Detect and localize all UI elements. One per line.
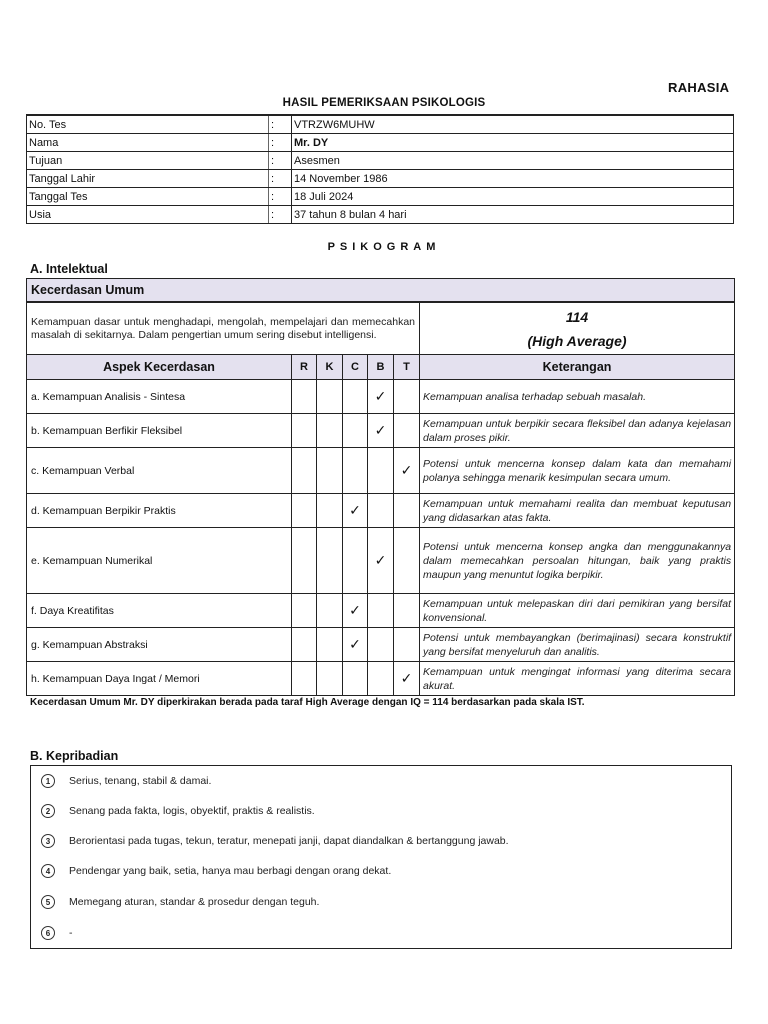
rating-cell-t: [394, 628, 420, 662]
rating-cell-c: [343, 594, 368, 628]
rating-cell-c: [343, 494, 368, 528]
aspect-name: g. Kemampuan Abstraksi: [27, 628, 292, 662]
aspect-name: d. Kemampuan Berpikir Praktis: [27, 494, 292, 528]
info-row: [27, 170, 734, 188]
rating-cell-k: [317, 594, 343, 628]
personality-item: [41, 804, 315, 818]
info-row: [27, 115, 734, 134]
personality-item: [41, 895, 319, 909]
rating-cell-k: [317, 494, 343, 528]
rating-cell-b: [368, 414, 394, 448]
aspect-row: [27, 494, 735, 528]
aspect-row: [27, 414, 735, 448]
item-number-badge: 4: [41, 864, 55, 878]
aspect-note: Kemampuan untuk mengingat informasi yang diterima secara akurat.: [420, 662, 735, 696]
info-value: 37 tahun 8 bulan 4 hari: [292, 206, 734, 224]
iq-score-cell: [420, 302, 735, 355]
personality-box: [30, 765, 732, 949]
rating-cell-c: [343, 448, 368, 494]
rating-cell-k: [317, 628, 343, 662]
info-value: 14 November 1986: [292, 170, 734, 188]
check-mark-icon: ✓: [349, 602, 361, 618]
info-label: Usia: [27, 206, 269, 224]
rating-cell-c: [343, 380, 368, 414]
rating-cell-k: [317, 528, 343, 594]
aspect-note: Kemampuan untuk berpikir secara fleksibel dan adanya kejelasan dalam proses pikir.: [420, 414, 735, 448]
intelligence-conclusion: Kecerdasan Umum Mr. DY diperkirakan berada pada taraf High Average dengan IQ = 114 berdasarkan pada skala IST.: [30, 697, 585, 708]
check-mark-icon: ✓: [374, 552, 387, 568]
info-row: [27, 152, 734, 170]
aspect-row: [27, 662, 735, 696]
personality-text: -: [69, 927, 73, 939]
rating-cell-k: [317, 414, 343, 448]
personality-item: [41, 864, 391, 878]
info-label: Tanggal Lahir: [27, 170, 269, 188]
rating-cell-t: [394, 448, 420, 494]
aspect-note: Kemampuan untuk melepaskan diri dari pemikiran yang bersifat konvensional.: [420, 594, 735, 628]
aspect-row: [27, 528, 735, 594]
check-mark-icon: ✓: [374, 422, 387, 438]
aspect-name: e. Kemampuan Numerikal: [27, 528, 292, 594]
rating-cell-b: [368, 380, 394, 414]
rating-cell-k: [317, 662, 343, 696]
aspect-row: [27, 448, 735, 494]
personality-text: Pendengar yang baik, setia, hanya mau berbagi dengan orang dekat.: [69, 865, 392, 877]
check-mark-icon: ✓: [400, 670, 413, 686]
personality-text: Memegang aturan, standar & prosedur dengan teguh.: [69, 896, 320, 908]
rating-cell-t: [394, 528, 420, 594]
identity-table: [26, 114, 734, 224]
info-row: [27, 188, 734, 206]
iq-score: 114: [565, 308, 589, 325]
section-b-title: B. Kepribadian: [30, 749, 119, 763]
rating-cell-r: [292, 628, 317, 662]
aspect-note: Potensi untuk membayangkan (berimajinasi) secara konstruktif yang bersifat menyeluruh dan analitis.: [420, 628, 735, 662]
info-value: Asesmen: [292, 152, 734, 170]
rating-cell-c: [343, 628, 368, 662]
rating-cell-b: [368, 448, 394, 494]
rating-cell-k: [317, 448, 343, 494]
info-row: [27, 134, 734, 152]
aspect-column-header: Aspek Kecerdasan: [27, 355, 292, 380]
rating-cell-c: [343, 528, 368, 594]
check-mark-icon: ✓: [349, 502, 361, 518]
rating-cell-c: [343, 414, 368, 448]
info-value: VTRZW6MUHW: [292, 115, 734, 134]
rating-cell-t: [394, 494, 420, 528]
item-number-badge: 5: [41, 895, 55, 909]
aspect-note: Potensi untuk mencerna konsep angka dan menggunakannya dalam memecahkan persoalan hitungan, baik yang praktis maupun yang menuntut logika berpikir.: [420, 528, 735, 594]
info-colon: :: [269, 188, 292, 206]
personality-text: Senang pada fakta, logis, obyektif, praktis & realistis.: [69, 805, 315, 817]
rating-cell-t: [394, 414, 420, 448]
aspect-row: [27, 628, 735, 662]
info-label: Tanggal Tes: [27, 188, 269, 206]
check-mark-icon: ✓: [400, 462, 413, 478]
info-colon: :: [269, 152, 292, 170]
r-column-header: R: [292, 355, 317, 380]
info-colon: :: [269, 134, 292, 152]
personality-item: [41, 926, 73, 940]
rating-cell-b: [368, 528, 394, 594]
document-title: HASIL PEMERIKSAAN PSIKOLOGIS: [282, 97, 486, 109]
rating-cell-t: [394, 594, 420, 628]
rating-cell-r: [292, 594, 317, 628]
rating-cell-k: [317, 380, 343, 414]
psikogram-heading: PSIKOGRAM: [327, 241, 441, 253]
info-value: Mr. DY: [292, 134, 734, 152]
aspect-name: h. Kemampuan Daya Ingat / Memori: [27, 662, 292, 696]
rating-cell-r: [292, 662, 317, 696]
rating-cell-b: [368, 628, 394, 662]
info-label: Tujuan: [27, 152, 269, 170]
aspect-row: [27, 380, 735, 414]
note-column-header: Keterangan: [420, 355, 735, 380]
aspect-note: Kemampuan untuk memahami realita dan membuat keputusan yang didasarkan atas fakta.: [420, 494, 735, 528]
info-label: No. Tes: [27, 115, 269, 134]
item-number-badge: 2: [41, 804, 55, 818]
rating-cell-r: [292, 494, 317, 528]
intelligence-table: [26, 278, 735, 696]
rating-cell-b: [368, 594, 394, 628]
check-mark-icon: ✓: [349, 636, 361, 652]
info-label: Nama: [27, 134, 269, 152]
rating-cell-r: [292, 380, 317, 414]
aspect-name: c. Kemampuan Verbal: [27, 448, 292, 494]
k-column-header: K: [317, 355, 343, 380]
c-column-header: C: [343, 355, 368, 380]
aspect-name: f. Daya Kreatifitas: [27, 594, 292, 628]
personality-text: Serius, tenang, stabil & damai.: [69, 775, 212, 787]
rating-cell-c: [343, 662, 368, 696]
info-colon: :: [269, 170, 292, 188]
personality-item: [41, 774, 211, 788]
personality-item: [41, 834, 509, 848]
aspect-note: Kemampuan analisa terhadap sebuah masalah.: [420, 380, 735, 414]
aspect-row: [27, 594, 735, 628]
aspect-name: b. Kemampuan Berfikir Fleksibel: [27, 414, 292, 448]
rating-cell-t: [394, 380, 420, 414]
rating-cell-b: [368, 662, 394, 696]
general-intelligence-header: Kecerdasan Umum: [27, 279, 735, 303]
t-column-header: T: [394, 355, 420, 380]
item-number-badge: 6: [41, 926, 55, 940]
iq-category: (High Average): [527, 332, 627, 349]
info-value: 18 Juli 2024: [292, 188, 734, 206]
rating-cell-r: [292, 448, 317, 494]
info-colon: :: [269, 206, 292, 224]
b-column-header: B: [368, 355, 394, 380]
aspect-name: a. Kemampuan Analisis - Sintesa: [27, 380, 292, 414]
aspect-note: Potensi untuk mencerna konsep dalam kata dan memahami polanya sehingga menarik kesimpulan secara umum.: [420, 448, 735, 494]
rating-cell-r: [292, 528, 317, 594]
confidential-label: RAHASIA: [668, 80, 730, 95]
info-colon: :: [269, 115, 292, 134]
check-mark-icon: ✓: [374, 388, 387, 404]
item-number-badge: 3: [41, 834, 55, 848]
personality-text: Berorientasi pada tugas, tekun, teratur, menepati janji, dapat diandalkan & bertanggung jawab.: [69, 835, 509, 847]
intelligence-description: Kemampuan dasar untuk menghadapi, mengolah, mempelajari dan memecahkan masalah di sekitarnya. Dalam pengertian umum sering disebut intelligensi.: [27, 302, 420, 355]
rating-cell-b: [368, 494, 394, 528]
info-row: [27, 206, 734, 224]
section-a-title: A. Intelektual: [30, 262, 108, 276]
rating-cell-t: [394, 662, 420, 696]
item-number-badge: 1: [41, 774, 55, 788]
rating-cell-r: [292, 414, 317, 448]
